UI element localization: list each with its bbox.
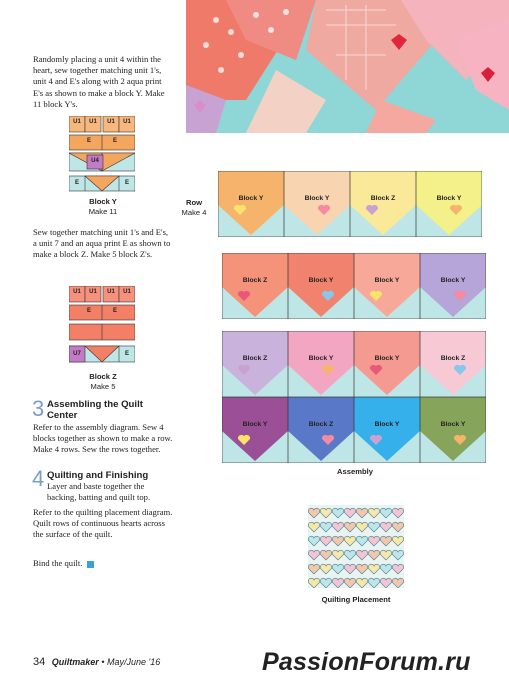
block-z-subtitle: Make 5 [90,382,116,391]
assembly-block-label: Block Y [374,355,400,362]
assembly-block-label: Block Z [242,277,268,284]
assembly-block-label: Block Y [440,277,466,284]
assembly-block [354,331,420,397]
assembly-caption: Assembly [337,467,373,476]
block-z-label-u7: U7 [73,351,81,357]
block-z-label-u1c: U1 [107,289,115,295]
quilting-placement-diagram [308,505,404,588]
magazine-name: Quiltmaker [51,657,99,667]
block-y-label-u1b: U1 [89,119,97,125]
block-z-paragraph: Sew together matching unit 1's and E's, a unit 7 and an aqua print E as shown to make a block Z. Make 5 block Z's. [33,227,171,260]
assembly-block [350,171,416,237]
assembly-block-label: Block Z [308,421,334,428]
assembly-block-label: Block Y [304,195,330,202]
block-y-label-e3: E [74,180,79,186]
block-z-label-e3: E [124,351,129,357]
quilting-placement-caption: Quilting Placement [321,595,391,604]
assembly-block [288,397,354,463]
assembly-block [354,397,420,463]
assembly-block [354,253,420,319]
block-y-title: Block Y [89,197,117,206]
end-mark-icon [87,561,94,568]
quilt-photo [186,0,509,133]
row-sublabel: Make 4 [181,208,207,217]
assembly-block [420,397,486,463]
block-y-subtitle: Make 11 [88,207,118,216]
watermark: PassionForum.ru [262,648,471,676]
assembly-block-label: Block Z [440,355,466,362]
assembly-block-label: Block Y [374,421,400,428]
section-3-number: 3 [32,396,45,421]
page-number: 34 [33,656,46,668]
block-y-diagram [69,116,135,194]
assembly-block [420,253,486,319]
bind-text [33,558,173,569]
block-y-label-u1d: U1 [123,119,131,125]
assembly-block-label: Block Y [308,355,334,362]
block-y-label-u4: U4 [91,158,99,164]
block-z-label-e1: E [86,308,91,314]
bind-label: Bind the quilt. [33,558,83,568]
section-4-number: 4 [32,466,45,491]
assembly-block [222,397,288,463]
assembly-block [288,253,354,319]
assembly-block [416,171,482,237]
assembly-block-label: Block Y [242,421,268,428]
section-3-title: Assembling the Quilt Center [47,399,143,421]
assembly-block-label: Block Y [436,195,462,202]
assembly-block-label: Block Y [374,277,400,284]
block-z-label-u1b: U1 [89,289,97,295]
row-label: Row [185,198,203,207]
block-z-label-e2: E [112,308,117,314]
assembly-block-label: Block Z [242,355,268,362]
assembly-block [288,331,354,397]
block-y-label-u1a: U1 [73,119,81,125]
assembly-block [420,331,486,397]
block-z-title: Block Z [89,372,117,381]
section-4-title: Quilting and Finishing [47,470,149,481]
assembly-block-label: Block Y [308,277,334,284]
quilting-paragraph: Refer to the quilting placement diagram. Quilt rows of continuous hearts across the surface of the quilt. [33,507,173,540]
section-3-text: Refer to the assembly diagram. Sew 4 blocks together as shown to make a row. Make 4 rows. Sew the rows together. [33,422,173,455]
block-z-label-u1a: U1 [73,289,81,295]
assembly-diagram [218,171,488,465]
block-z-label-u1d: U1 [123,289,131,295]
block-y-label-e4: E [124,180,129,186]
block-z-diagram [69,286,135,366]
block-y-label-e1: E [86,138,91,144]
assembly-block-label: Block Z [370,195,396,202]
assembly-block [222,253,288,319]
intro-paragraph: Randomly placing a unit 4 within the heart, sew together matching unit 1's, unit 4 and E's along with 2 aqua print E's as shown to make a block Y. Make 11 block Y's. [33,54,165,109]
assembly-block-label: Block Y [238,195,264,202]
block-y-label-e2: E [112,138,117,144]
assembly-block-label: Block Y [440,421,466,428]
block-y-label-u1c: U1 [107,119,115,125]
footer [33,656,160,668]
section-4-text: Layer and baste together the backing, batting and quilt top. [47,481,151,503]
assembly-block [222,331,288,397]
assembly-block [218,171,284,237]
issue-date: • May/June '16 [101,657,161,667]
assembly-block [284,171,350,237]
